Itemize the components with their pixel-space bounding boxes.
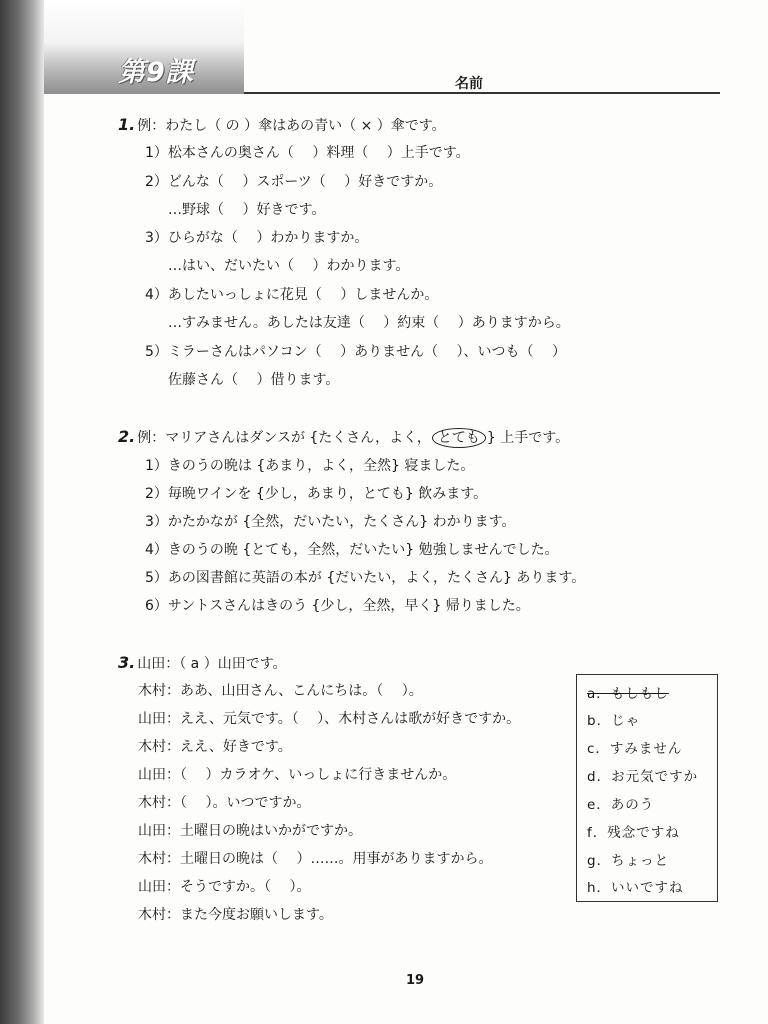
q3-line-2: 木村：ああ、山田さん、こんにちは。（ ）。 [138, 683, 423, 699]
q3-option-f: f．残念ですね [587, 825, 680, 841]
q1-example-text: 例：わたし（ の ）傘はあの青い（ × ）傘です。 [137, 118, 446, 134]
q1-example [118, 116, 446, 135]
q3-line-3: 山田：ええ、元気です。（ ）、木村さんは歌が好きですか。 [138, 711, 521, 727]
q2-number: 2. [118, 427, 136, 446]
q2-item-2: 2）毎晩ワインを {少し，あまり，とても} 飲みます。 [145, 486, 488, 502]
q3-options-box [576, 674, 718, 902]
q2-item-1: 1）きのうの晩は {あまり，よく，全然} 寝ました。 [145, 458, 475, 474]
q2-example [118, 428, 569, 448]
q1-item-2-answer: …野球（ ）好きです。 [168, 202, 326, 218]
name-label: 名前 [455, 76, 483, 92]
q3-option-a: a．もしもし [587, 686, 669, 702]
q3-line-10: 木村：また今度お願いします。 [138, 907, 333, 923]
q3-line-1-text: 山田：（ a ）山田です。 [137, 656, 287, 672]
q1-item-5-cont: 佐藤さん（ ）借ります。 [168, 372, 340, 388]
q3-option-d: d．お元気ですか [587, 769, 699, 785]
q3-line-6: 木村：（ ）。いつですか。 [138, 795, 311, 811]
q1-item-3-answer: …はい、だいたい（ ）わかります。 [168, 258, 410, 274]
q1-item-1: 1）松本さんの奥さん（ ）料理（ ）上手です。 [145, 145, 470, 161]
q3-option-c: c．すみません [587, 741, 683, 757]
q3-line-7: 山田：土曜日の晩はいかがですか。 [138, 823, 362, 839]
q1-item-2: 2）どんな（ ）スポーツ（ ）好きですか。 [145, 174, 443, 190]
q3-number: 3. [118, 653, 136, 672]
q1-item-5: 5）ミラーさんはパソコン（ ）ありません（ ）、いつも（ ） [145, 344, 566, 360]
q3-line-9: 山田：そうですか。（ ）。 [138, 879, 311, 895]
q3-option-g: g．ちょっと [587, 853, 670, 869]
header-rule [244, 92, 720, 94]
q3-line-4: 木村：ええ、好きです。 [138, 739, 292, 755]
q2-item-6: 6）サントスさんはきのう {少し，全然，早く} 帰りました。 [145, 598, 530, 614]
q1-number: 1. [118, 115, 136, 134]
page-number: 19 [406, 973, 425, 988]
q3-line-5: 山田：（ ）カラオケ、いっしょに行きませんか。 [138, 767, 457, 783]
q3-option-h: h．いいですね [587, 880, 684, 896]
book-spine-shadow [0, 0, 44, 1024]
q2-example-post: } 上手です。 [486, 430, 570, 446]
q1-item-3: 3）ひらがな（ ）わかりますか。 [145, 230, 369, 246]
q3-option-b: b．じゃ [587, 713, 641, 729]
q3-option-e: e．あのう [587, 797, 655, 813]
q2-item-5: 5）あの図書館に英語の本が {だいたい，よく，たくさん} あります。 [145, 570, 586, 586]
q1-item-4: 4）あしたいっしょに花見（ ）しませんか。 [145, 287, 439, 303]
q2-item-3: 3）かたかなが {全然，だいたい，たくさん} わかります。 [145, 514, 516, 530]
lesson-title: 第9課 [118, 57, 194, 88]
q1-item-4-answer: …すみません。あしたは友達（ ）約束（ ）ありますから。 [168, 315, 570, 331]
q2-item-4: 4）きのうの晩 {とても，全然，だいたい} 勉強しませんでした。 [145, 542, 559, 558]
q2-example-circled-answer: とても [432, 428, 486, 448]
q3-line-1 [118, 654, 287, 673]
q3-line-8: 木村：土曜日の晩は（ ）……。用事がありますから。 [138, 851, 493, 867]
q2-example-pre: 例：マリアさんはダンスが {たくさん，よく， [137, 430, 431, 446]
